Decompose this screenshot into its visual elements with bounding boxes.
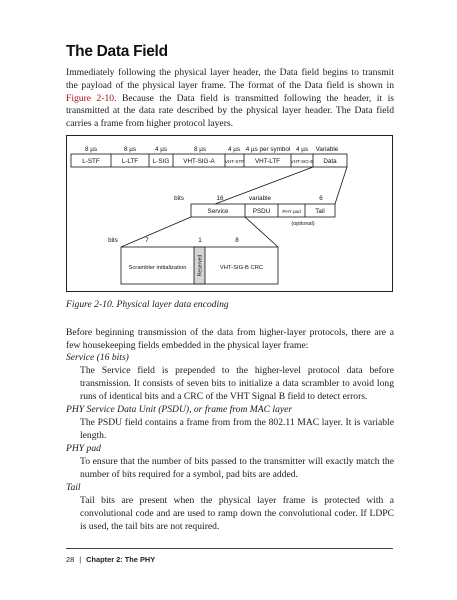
field-tail: Tail xyxy=(315,208,325,215)
size-service: 16 xyxy=(216,195,224,202)
figure-link[interactable]: Figure 2-10 xyxy=(66,92,115,104)
definition-phy-pad: To ensure that the number of bits passed to the transmitter will exactly match the number of bits required for a symbol, pad bits are added. xyxy=(80,456,394,480)
figure-2-10 xyxy=(66,135,393,292)
intro-text-end: . Because the Data field is transmitted following the header, it is transmitted at the data rate described by the physical layer header. The Data field carries a frame from higher protocol layers. xyxy=(66,92,394,130)
page-footer xyxy=(66,555,155,564)
duration-l-stf: 8 µs xyxy=(84,146,98,153)
size-crc: 8 xyxy=(235,237,239,244)
duration-vht-sig-b: 4 µs xyxy=(295,146,309,153)
duration-l-ltf: 8 µs xyxy=(123,146,137,153)
data-field-row xyxy=(174,195,335,227)
size-tail: 6 xyxy=(319,195,323,202)
field-l-stf: L-STF xyxy=(82,158,100,165)
field-vht-sig-b-crc: VHT-SIG-B CRC xyxy=(219,265,264,271)
footer-separator: | xyxy=(79,555,82,564)
definition-service: The Service field is prepended to the higher-level protocol data before transmission. It consists of seven bits to initialize a data scrambler to avoid long runs of identical bits and a CRC of the VHT Signal B field to detect errors. xyxy=(80,365,394,402)
size-scrambler: 7 xyxy=(145,237,149,244)
field-scrambler-init: Scrambler initialization xyxy=(128,265,187,271)
optional-label: (optional) xyxy=(291,221,315,227)
definition-psdu: The PSDU field contains a frame from from the 802.11 MAC layer. It is variable length. xyxy=(80,417,394,441)
figure-caption: Figure 2-10. Physical layer data encoding xyxy=(66,299,229,310)
term-tail: Tail xyxy=(66,482,81,493)
intro-paragraph xyxy=(66,67,394,131)
field-vht-stf: VHT-STF xyxy=(224,159,245,164)
duration-vht-stf: 4 µs xyxy=(227,146,241,153)
field-service: Service xyxy=(207,208,229,215)
term-phy-pad: PHY pad xyxy=(66,443,101,454)
field-l-sig: L-SIG xyxy=(152,158,170,165)
page-number: 28 xyxy=(66,555,75,564)
data-expansion-lines xyxy=(215,167,347,204)
size-reserved: 1 xyxy=(198,237,202,244)
field-phy-pad: PHY pad xyxy=(282,209,301,214)
field-data: Data xyxy=(323,158,337,165)
service-field-row xyxy=(108,237,278,284)
field-vht-sig-b: VHT-SIG-B xyxy=(290,159,314,164)
field-reserved: Reserved xyxy=(197,254,204,277)
duration-vht-sig-a: 8 µs xyxy=(193,146,207,153)
frame-diagram xyxy=(67,136,394,293)
field-vht-sig-a: VHT-SIG-A xyxy=(183,158,215,165)
field-psdu: PSDU xyxy=(252,208,271,215)
duration-l-sig: 4 µs xyxy=(154,146,168,153)
field-l-ltf: L-LTF xyxy=(121,158,139,165)
term-psdu: PHY Service Data Unit (PSDU), or frame from MAC layer xyxy=(66,404,293,415)
term-service: Service (16 bits) xyxy=(66,352,129,363)
field-vht-ltf: VHT-LTF xyxy=(254,158,281,165)
size-psdu: variable xyxy=(248,195,272,202)
frame-row xyxy=(71,146,347,167)
footer-rule xyxy=(66,548,393,549)
duration-data: Variable xyxy=(315,146,339,153)
data-bits-label: bits xyxy=(174,195,184,202)
lead-paragraph: Before beginning transmission of the data from higher-layer protocols, there are a few housekeeping fields embedded in the physical layer frame: xyxy=(66,327,394,351)
service-bits-label: bits xyxy=(108,237,118,244)
duration-vht-ltf: 4 µs per symbol xyxy=(245,146,291,153)
chapter-title: Chapter 2: The PHY xyxy=(86,555,156,564)
definition-tail: Tail bits are present when the physical layer frame is protected with a convolutional code and are used to ramp down the convolutional coder. If LDPC is used, the tail bits are not required. xyxy=(80,495,394,532)
section-title: The Data Field xyxy=(66,43,168,60)
intro-text-start: Immediately following the physical layer header, the Data field begins to transmit the payload of the physical layer frame. The format of the Data field is shown in xyxy=(66,67,394,91)
